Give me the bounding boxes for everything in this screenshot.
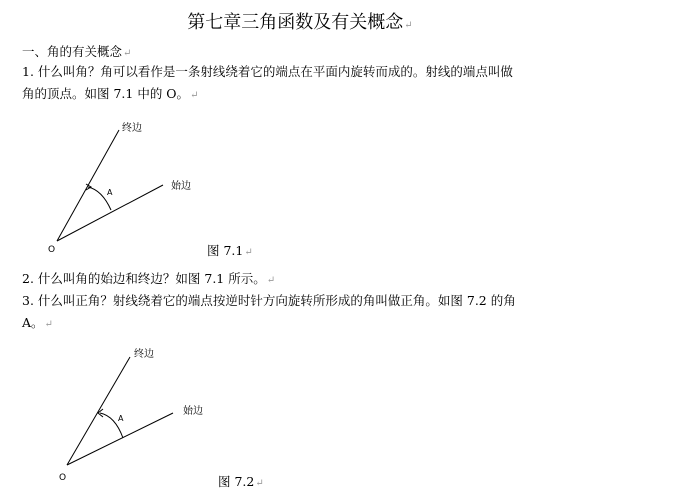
vertex-label: O xyxy=(59,473,67,483)
question-3-line-2: A。↵ xyxy=(22,315,53,330)
question-2: 2. 什么叫角的始边和终边？如图 7.1 所示。↵ xyxy=(22,271,276,286)
question-1-line-1: 1. 什么叫角？角可以看作是一条射线绕着它的端点在平面内旋转而成的。射线的端点叫做 xyxy=(22,64,513,79)
section-heading: 一、角的有关概念↵ xyxy=(22,44,132,59)
angle-label: A xyxy=(107,188,113,197)
figure-7-2-caption: 图 7.2↵ xyxy=(218,474,264,489)
terminal-side-ray xyxy=(67,357,130,465)
angle-label: A xyxy=(118,414,124,423)
question-1-line-2: 角的顶点。如图 7.1 中的 O。↵ xyxy=(22,86,199,101)
initial-side-label: 始边 xyxy=(171,181,191,192)
terminal-side-label: 终边 xyxy=(134,349,154,360)
terminal-side-label: 终边 xyxy=(122,123,142,134)
figure-7-1-caption: 图 7.1↵ xyxy=(207,243,253,258)
initial-side-label: 始边 xyxy=(183,406,203,417)
page-title: 第七章三角函数及有关概念↵ xyxy=(187,12,413,33)
question-3-line-1: 3. 什么叫正角？射线绕着它的端点按逆时针方向旋转所形成的角叫做正角。如图 7.2 的角 xyxy=(22,293,516,308)
vertex-label: O xyxy=(48,245,56,255)
